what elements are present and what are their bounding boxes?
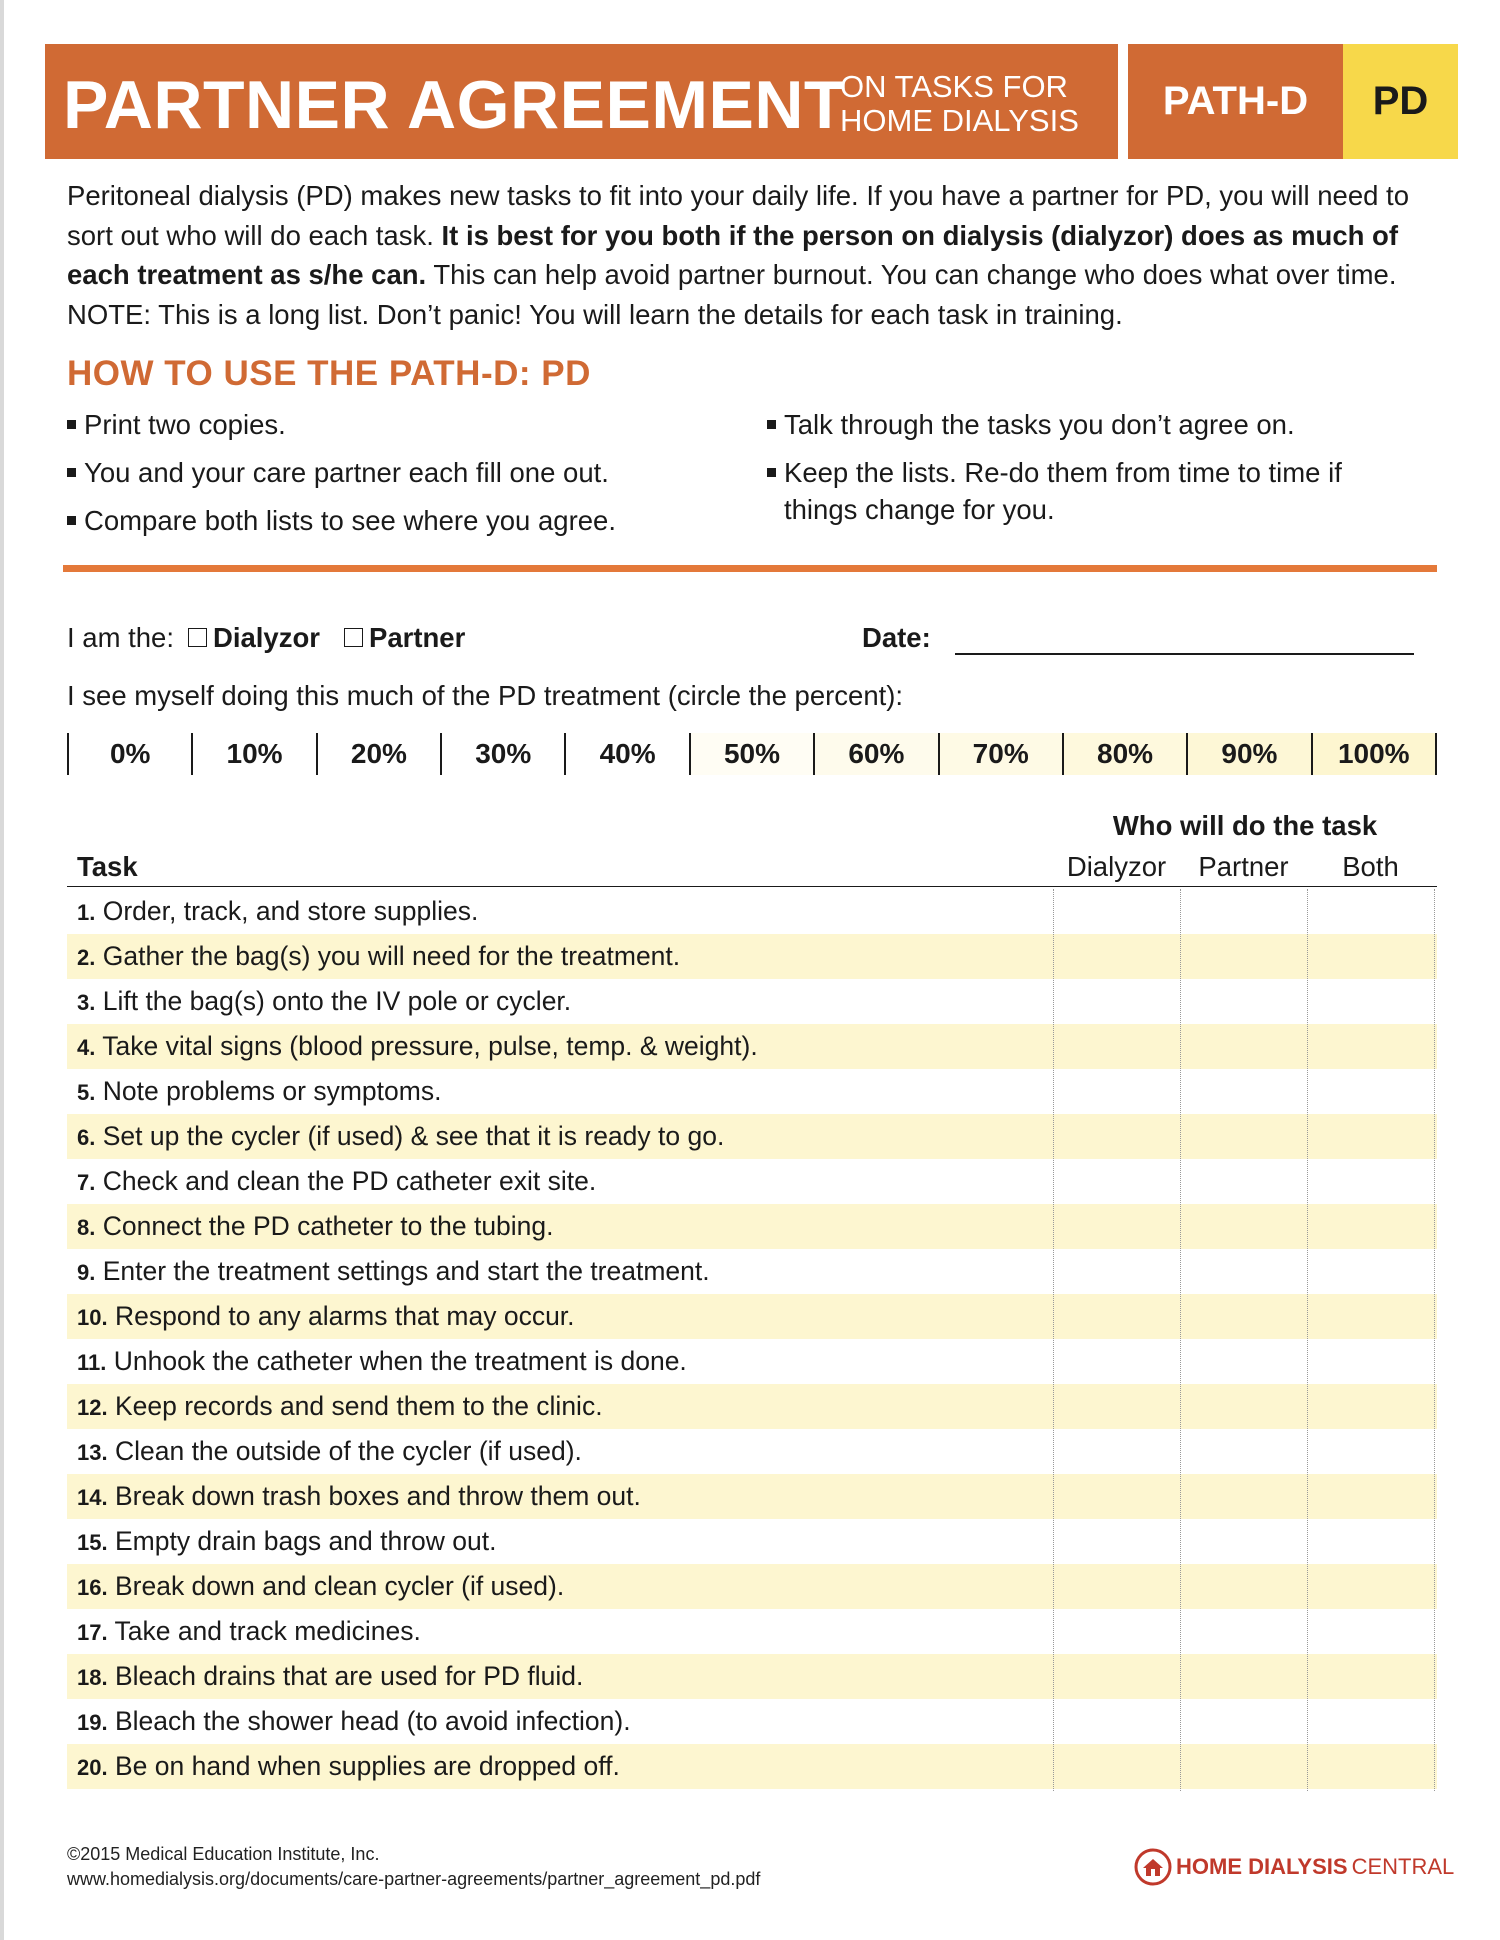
task-cell-dialyzor[interactable] [1053,934,1180,979]
task-text [77,1564,564,1610]
task-text [77,1204,554,1250]
percent-scale [67,733,1437,775]
partner-checkbox[interactable] [344,628,363,647]
task-cell-both[interactable] [1307,1339,1434,1384]
task-cell-partner[interactable] [1180,889,1307,934]
task-cell-dialyzor[interactable] [1053,1564,1180,1609]
task-cell-dialyzor[interactable] [1053,1519,1180,1564]
task-cell-both[interactable] [1307,1159,1434,1204]
task-cell-partner[interactable] [1180,1159,1307,1204]
task-cell-both[interactable] [1307,1474,1434,1519]
percent-option[interactable]: 0% [67,733,191,775]
task-table [67,889,1437,1789]
section-divider [63,565,1437,572]
table-row [67,1159,1437,1204]
role-label: I am the: [67,622,174,653]
task-number: 9. [77,1260,96,1285]
header-title-block [45,44,1118,159]
dialyzor-column-header: Dialyzor [1066,851,1167,882]
task-cell-dialyzor[interactable] [1053,1384,1180,1429]
page-subtitle-line2: HOME DIALYSIS [840,103,1079,138]
task-description: Unhook the catheter when the treatment is done. [113,1346,687,1376]
task-description: Break down and clean cycler (if used). [114,1571,565,1601]
partner-option-label: Partner [368,622,466,653]
task-text [77,1159,596,1205]
howto-heading: HOW TO USE THE PATH-D: PD [67,354,591,393]
task-text [77,979,571,1025]
bullet-icon [67,468,76,477]
percent-option[interactable]: 90% [1186,733,1310,775]
task-column-header: Task [77,851,138,882]
task-description: Take vital signs (blood pressure, pulse, temp. & weight). [102,1031,758,1061]
bullet-icon [67,420,76,429]
partner-column-header: Partner [1198,851,1289,882]
task-cell-dialyzor[interactable] [1053,1609,1180,1654]
task-text [77,1654,583,1700]
task-description: Clean the outside of the cycler (if used). [114,1436,582,1466]
task-number: 13. [77,1440,108,1465]
howto-item-label: Compare both lists to see where you agree. [84,505,616,536]
table-row [67,1564,1437,1609]
logo-text-bold: HOME DIALYSIS [1176,1854,1348,1879]
bullet-icon [767,420,776,429]
both-column-header: Both [1342,851,1399,882]
task-cell-both[interactable] [1307,1654,1434,1699]
task-cell-both[interactable] [1307,1204,1434,1249]
task-text [77,1744,620,1790]
task-number: 4. [77,1035,96,1060]
task-number: 19. [77,1710,108,1735]
date-label: Date: [862,622,931,653]
intro-text-1: Peritoneal dialysis (PD) makes new tasks to fit into your daily life. If you have a partner for PD, you will need to sort out who will do each task. [67,180,1409,251]
task-description: Keep records and send them to the clinic. [114,1391,603,1421]
task-cell-partner[interactable] [1180,1339,1307,1384]
task-number: 6. [77,1125,96,1150]
task-cell-partner[interactable] [1180,1114,1307,1159]
task-cell-both[interactable] [1307,979,1434,1024]
task-cell-both[interactable] [1307,934,1434,979]
task-cell-partner[interactable] [1180,934,1307,979]
task-cell-both[interactable] [1307,1294,1434,1339]
task-cell-both[interactable] [1307,1564,1434,1609]
table-row [67,1699,1437,1744]
task-number: 11. [77,1350,107,1375]
task-cell-both[interactable] [1307,1609,1434,1654]
task-number: 16. [77,1575,108,1600]
dialyzor-option-label: Dialyzor [213,622,320,653]
howto-item-label: Talk through the tasks you don’t agree on. [784,409,1295,440]
table-header-rule [67,886,1437,887]
task-cell-dialyzor[interactable] [1053,979,1180,1024]
task-number: 7. [77,1170,96,1195]
task-cell-partner[interactable] [1180,1564,1307,1609]
table-row [67,1249,1437,1294]
column-divider [1434,889,1435,1791]
date-field[interactable] [955,653,1414,655]
task-number: 18. [77,1665,108,1690]
howto-item-compare [67,502,616,539]
task-text [77,1474,641,1520]
task-text [77,1429,582,1475]
task-cell-partner[interactable] [1180,1609,1307,1654]
table-row [67,1654,1437,1699]
task-number: 3. [77,990,96,1015]
task-description: Check and clean the PD catheter exit site. [102,1166,597,1196]
task-text [77,889,478,935]
table-row [67,1744,1437,1789]
howto-item-fill [67,454,609,491]
percent-option[interactable]: 30% [440,733,564,775]
task-cell-dialyzor[interactable] [1053,1654,1180,1699]
table-row [67,979,1437,1024]
howto-item-keep [767,454,1342,528]
percent-option[interactable]: 80% [1062,733,1186,775]
task-cell-both[interactable] [1307,1699,1434,1744]
percent-prompt: I see myself doing this much of the PD treatment (circle the percent): [67,680,904,711]
table-row [67,889,1437,934]
table-row [67,1204,1437,1249]
table-row [67,1069,1437,1114]
task-description: Respond to any alarms that may occur. [114,1301,575,1331]
task-number: 10. [77,1305,108,1330]
task-cell-dialyzor[interactable] [1053,1114,1180,1159]
task-cell-partner[interactable] [1180,1654,1307,1699]
task-description: Bleach drains that are used for PD fluid. [114,1661,584,1691]
task-text [77,934,680,980]
task-cell-dialyzor[interactable] [1053,1339,1180,1384]
table-row [67,1474,1437,1519]
howto-item-talk [767,406,1295,443]
task-number: 14. [77,1485,108,1510]
task-cell-dialyzor[interactable] [1053,1474,1180,1519]
logo-text-light: CENTRAL [1351,1854,1455,1879]
task-cell-partner[interactable] [1180,1249,1307,1294]
task-cell-partner[interactable] [1180,979,1307,1024]
percent-option[interactable]: 70% [938,733,1062,775]
table-row [67,1609,1437,1654]
dialyzor-checkbox[interactable] [188,628,207,647]
task-description: Take and track medicines. [114,1616,421,1646]
task-cell-partner[interactable] [1180,1744,1307,1789]
task-cell-dialyzor[interactable] [1053,1429,1180,1474]
percent-option[interactable]: 10% [191,733,315,775]
task-cell-dialyzor[interactable] [1053,1294,1180,1339]
howto-item-label: You and your care partner each fill one out. [84,457,609,488]
howto-item-label: Keep the lists. Re-do them from time to time if [784,457,1342,488]
task-text [77,1609,421,1655]
task-description: Lift the bag(s) onto the IV pole or cycler. [102,986,572,1016]
task-description: Empty drain bags and throw out. [114,1526,497,1556]
table-row [67,1429,1437,1474]
percent-option[interactable]: 50% [689,733,813,775]
task-cell-partner[interactable] [1180,1204,1307,1249]
task-cell-both[interactable] [1307,1249,1434,1294]
task-cell-dialyzor[interactable] [1053,889,1180,934]
task-description: Set up the cycler (if used) & see that it is ready to go. [102,1121,725,1151]
bullet-icon [67,516,76,525]
task-description: Connect the PD catheter to the tubing. [102,1211,554,1241]
task-number: 1. [77,900,96,925]
intro-paragraph [67,176,1447,334]
task-description: Order, track, and store supplies. [102,896,479,926]
role-selector [67,622,465,654]
task-number: 15. [77,1530,108,1555]
task-cell-dialyzor[interactable] [1053,1744,1180,1789]
task-number: 17. [77,1620,108,1645]
task-number: 12. [77,1395,108,1420]
pd-badge: PD [1343,44,1458,159]
task-cell-both[interactable] [1307,1069,1434,1114]
task-cell-dialyzor[interactable] [1053,1159,1180,1204]
task-cell-partner[interactable] [1180,1519,1307,1564]
task-description: Enter the treatment settings and start the treatment. [102,1256,710,1286]
footer [67,1842,760,1892]
howto-item-print [67,406,286,443]
task-cell-both[interactable] [1307,1744,1434,1789]
path-d-label: PATH-D [1128,44,1343,159]
task-description: Note problems or symptoms. [102,1076,442,1106]
task-text [77,1294,575,1340]
intro-text-bold: It is best for you both if the person on dialysis (dialyzor) does as much of each treatment as s/he can. [67,219,1399,290]
task-text [77,1114,724,1160]
copyright: ©2015 Medical Education Institute, Inc. [67,1844,380,1864]
percent-option[interactable]: 100% [1311,733,1437,775]
page-title: PARTNER AGREEMENT [63,67,846,143]
table-row [67,1519,1437,1564]
home-dialysis-central-logo [1134,1848,1454,1886]
task-number: 2. [77,945,96,970]
task-text [77,1384,603,1430]
who-header: Who will do the task [1112,810,1378,841]
source-url: www.homedialysis.org/documents/care-partner-agreements/partner_agreement_pd.pdf [67,1869,761,1889]
header-banner [45,44,1458,159]
column-divider [1053,889,1054,1791]
bullet-icon [767,468,776,477]
task-description: Break down trash boxes and throw them out. [114,1481,641,1511]
task-cell-partner[interactable] [1180,1384,1307,1429]
task-cell-both[interactable] [1307,889,1434,934]
task-cell-both[interactable] [1307,1519,1434,1564]
task-description: Bleach the shower head (to avoid infection). [114,1706,631,1736]
task-cell-dialyzor[interactable] [1053,1069,1180,1114]
table-row [67,1114,1437,1159]
table-row [67,1384,1437,1429]
task-cell-partner[interactable] [1180,1024,1307,1069]
task-cell-dialyzor[interactable] [1053,1699,1180,1744]
task-text [77,1024,758,1070]
task-text [77,1069,441,1115]
howto-item-label: Print two copies. [84,409,286,440]
task-cell-dialyzor[interactable] [1053,1024,1180,1069]
task-text [77,1699,631,1745]
percent-option[interactable]: 20% [316,733,440,775]
task-description: Gather the bag(s) you will need for the treatment. [102,941,681,971]
task-text [77,1339,687,1385]
page-subtitle-line1: ON TASKS FOR [840,69,1068,104]
column-divider [1180,889,1181,1791]
task-number: 5. [77,1080,96,1105]
task-cell-partner[interactable] [1180,1474,1307,1519]
house-logo-icon [1134,1848,1172,1886]
table-row [67,1339,1437,1384]
task-text [77,1249,710,1295]
task-cell-both[interactable] [1307,1429,1434,1474]
table-row [67,1024,1437,1069]
task-cell-partner[interactable] [1180,1429,1307,1474]
task-description: Be on hand when supplies are dropped off. [114,1751,620,1781]
page-edge [0,0,4,1940]
column-divider [1307,889,1308,1791]
table-row [67,934,1437,979]
task-cell-both[interactable] [1307,1114,1434,1159]
task-cell-partner[interactable] [1180,1069,1307,1114]
task-cell-both[interactable] [1307,1024,1434,1069]
table-row [67,1294,1437,1339]
page-subtitle [840,70,1079,138]
percent-option[interactable]: 60% [813,733,937,775]
task-text [77,1519,497,1565]
task-cell-both[interactable] [1307,1384,1434,1429]
intro-text-2: This can help avoid partner burnout. You can change who does what over time. NOTE: This is a long list. Don’t panic! You will learn the details for each task in training. [67,259,1397,330]
task-number: 8. [77,1215,96,1240]
task-cell-dialyzor[interactable] [1053,1204,1180,1249]
task-cell-partner[interactable] [1180,1294,1307,1339]
task-cell-partner[interactable] [1180,1699,1307,1744]
task-number: 20. [77,1755,108,1780]
howto-item-label-cont: things change for you. [784,494,1055,525]
percent-option[interactable]: 40% [564,733,688,775]
task-cell-dialyzor[interactable] [1053,1249,1180,1294]
